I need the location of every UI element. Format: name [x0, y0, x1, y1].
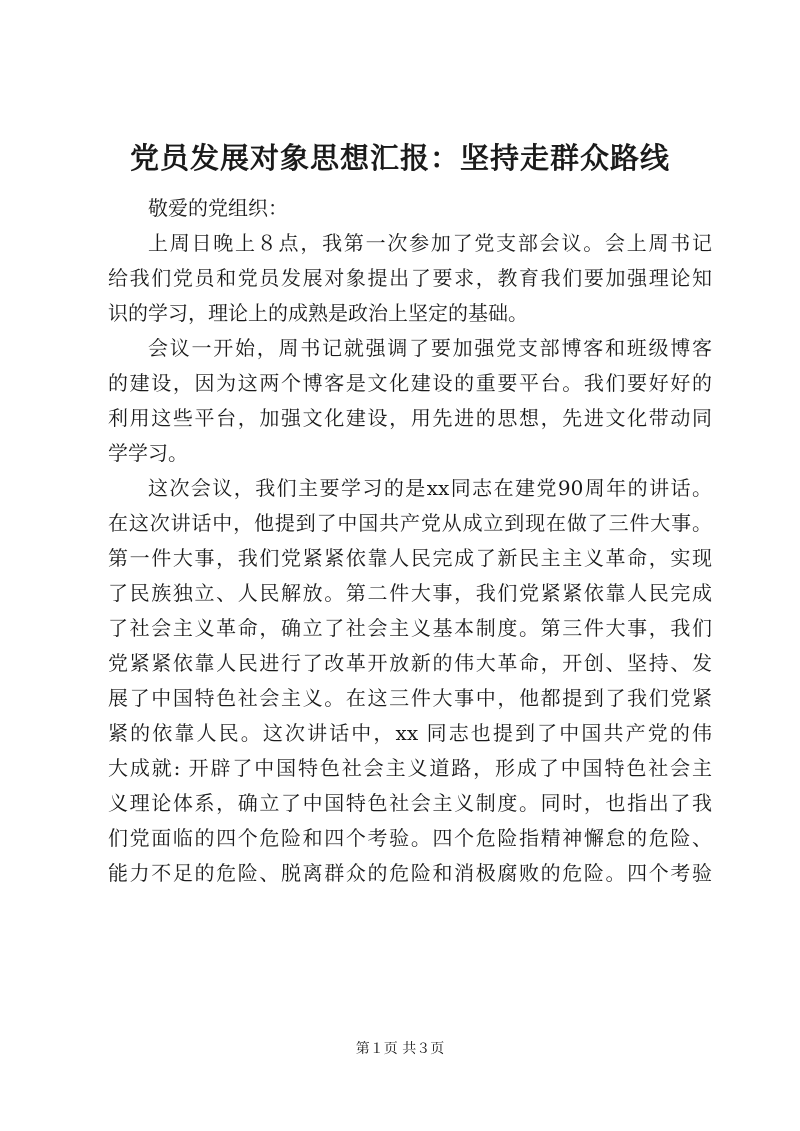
- paragraph-line: 给我们党员和党员发展对象提出了要求，教育我们要加强理论知: [108, 266, 712, 290]
- paragraph-line: 利用这些平台，加强文化建设，用先进的思想，先进文化带动同: [108, 406, 712, 430]
- document-title: 党员发展对象思想汇报：坚持走群众路线: [129, 141, 670, 175]
- document-body: [108, 191, 712, 891]
- paragraph-line: 学学习。: [108, 441, 188, 465]
- paragraph-line: 识的学习，理论上的成熟是政治上坚定的基础。: [108, 301, 528, 325]
- page-number-footer: 第１页 共３页: [355, 1041, 445, 1057]
- paragraph-line: 第一件大事，我们党紧紧依靠人民完成了新民主主义革命，实现: [108, 546, 712, 570]
- paragraph-line: 会议一开始，周书记就强调了要加强党支部博客和班级博客: [148, 336, 712, 360]
- paragraph-line: 党紧紧依靠人民进行了改革开放新的伟大革命，开创、坚持、发: [108, 651, 712, 675]
- paragraph-line: 这次会议，我们主要学习的是xx同志在建党90周年的讲话。: [148, 476, 712, 500]
- paragraph-line: 了社会主义革命，确立了社会主义基本制度。第三件大事，我们: [108, 616, 712, 640]
- paragraph-line: 大成就: 开辟了中国特色社会主义道路，形成了中国特色社会主: [108, 756, 712, 780]
- paragraph-line: 的建设，因为这两个博客是文化建设的重要平台。我们要好好的: [108, 371, 712, 395]
- paragraph-line: 展了中国特色社会主义。在这三件大事中，他都提到了我们党紧: [108, 686, 712, 710]
- paragraph-line: 在这次讲话中，他提到了中国共产党从成立到现在做了三件大事。: [108, 511, 712, 535]
- salutation-line: 敬爱的党组织：: [148, 196, 288, 220]
- paragraph-line: 义理论体系，确立了中国特色社会主义制度。同时，也指出了我: [108, 791, 712, 815]
- paragraph-line: 上周日晚上８点，我第一次参加了党支部会议。会上周书记: [148, 231, 712, 255]
- paragraph-line: 能力不足的危险、脱离群众的危险和消极腐败的危险。四个考验: [108, 861, 712, 885]
- paragraph-line: 了民族独立、人民解放。第二件大事，我们党紧紧依靠人民完成: [108, 581, 712, 605]
- paragraph-line: 们党面临的四个危险和四个考验。四个危险指精神懈怠的危险、: [108, 826, 712, 850]
- paragraph-line: 紧的依靠人民。这次讲话中，xx 同志也提到了中国共产党的伟: [108, 721, 712, 745]
